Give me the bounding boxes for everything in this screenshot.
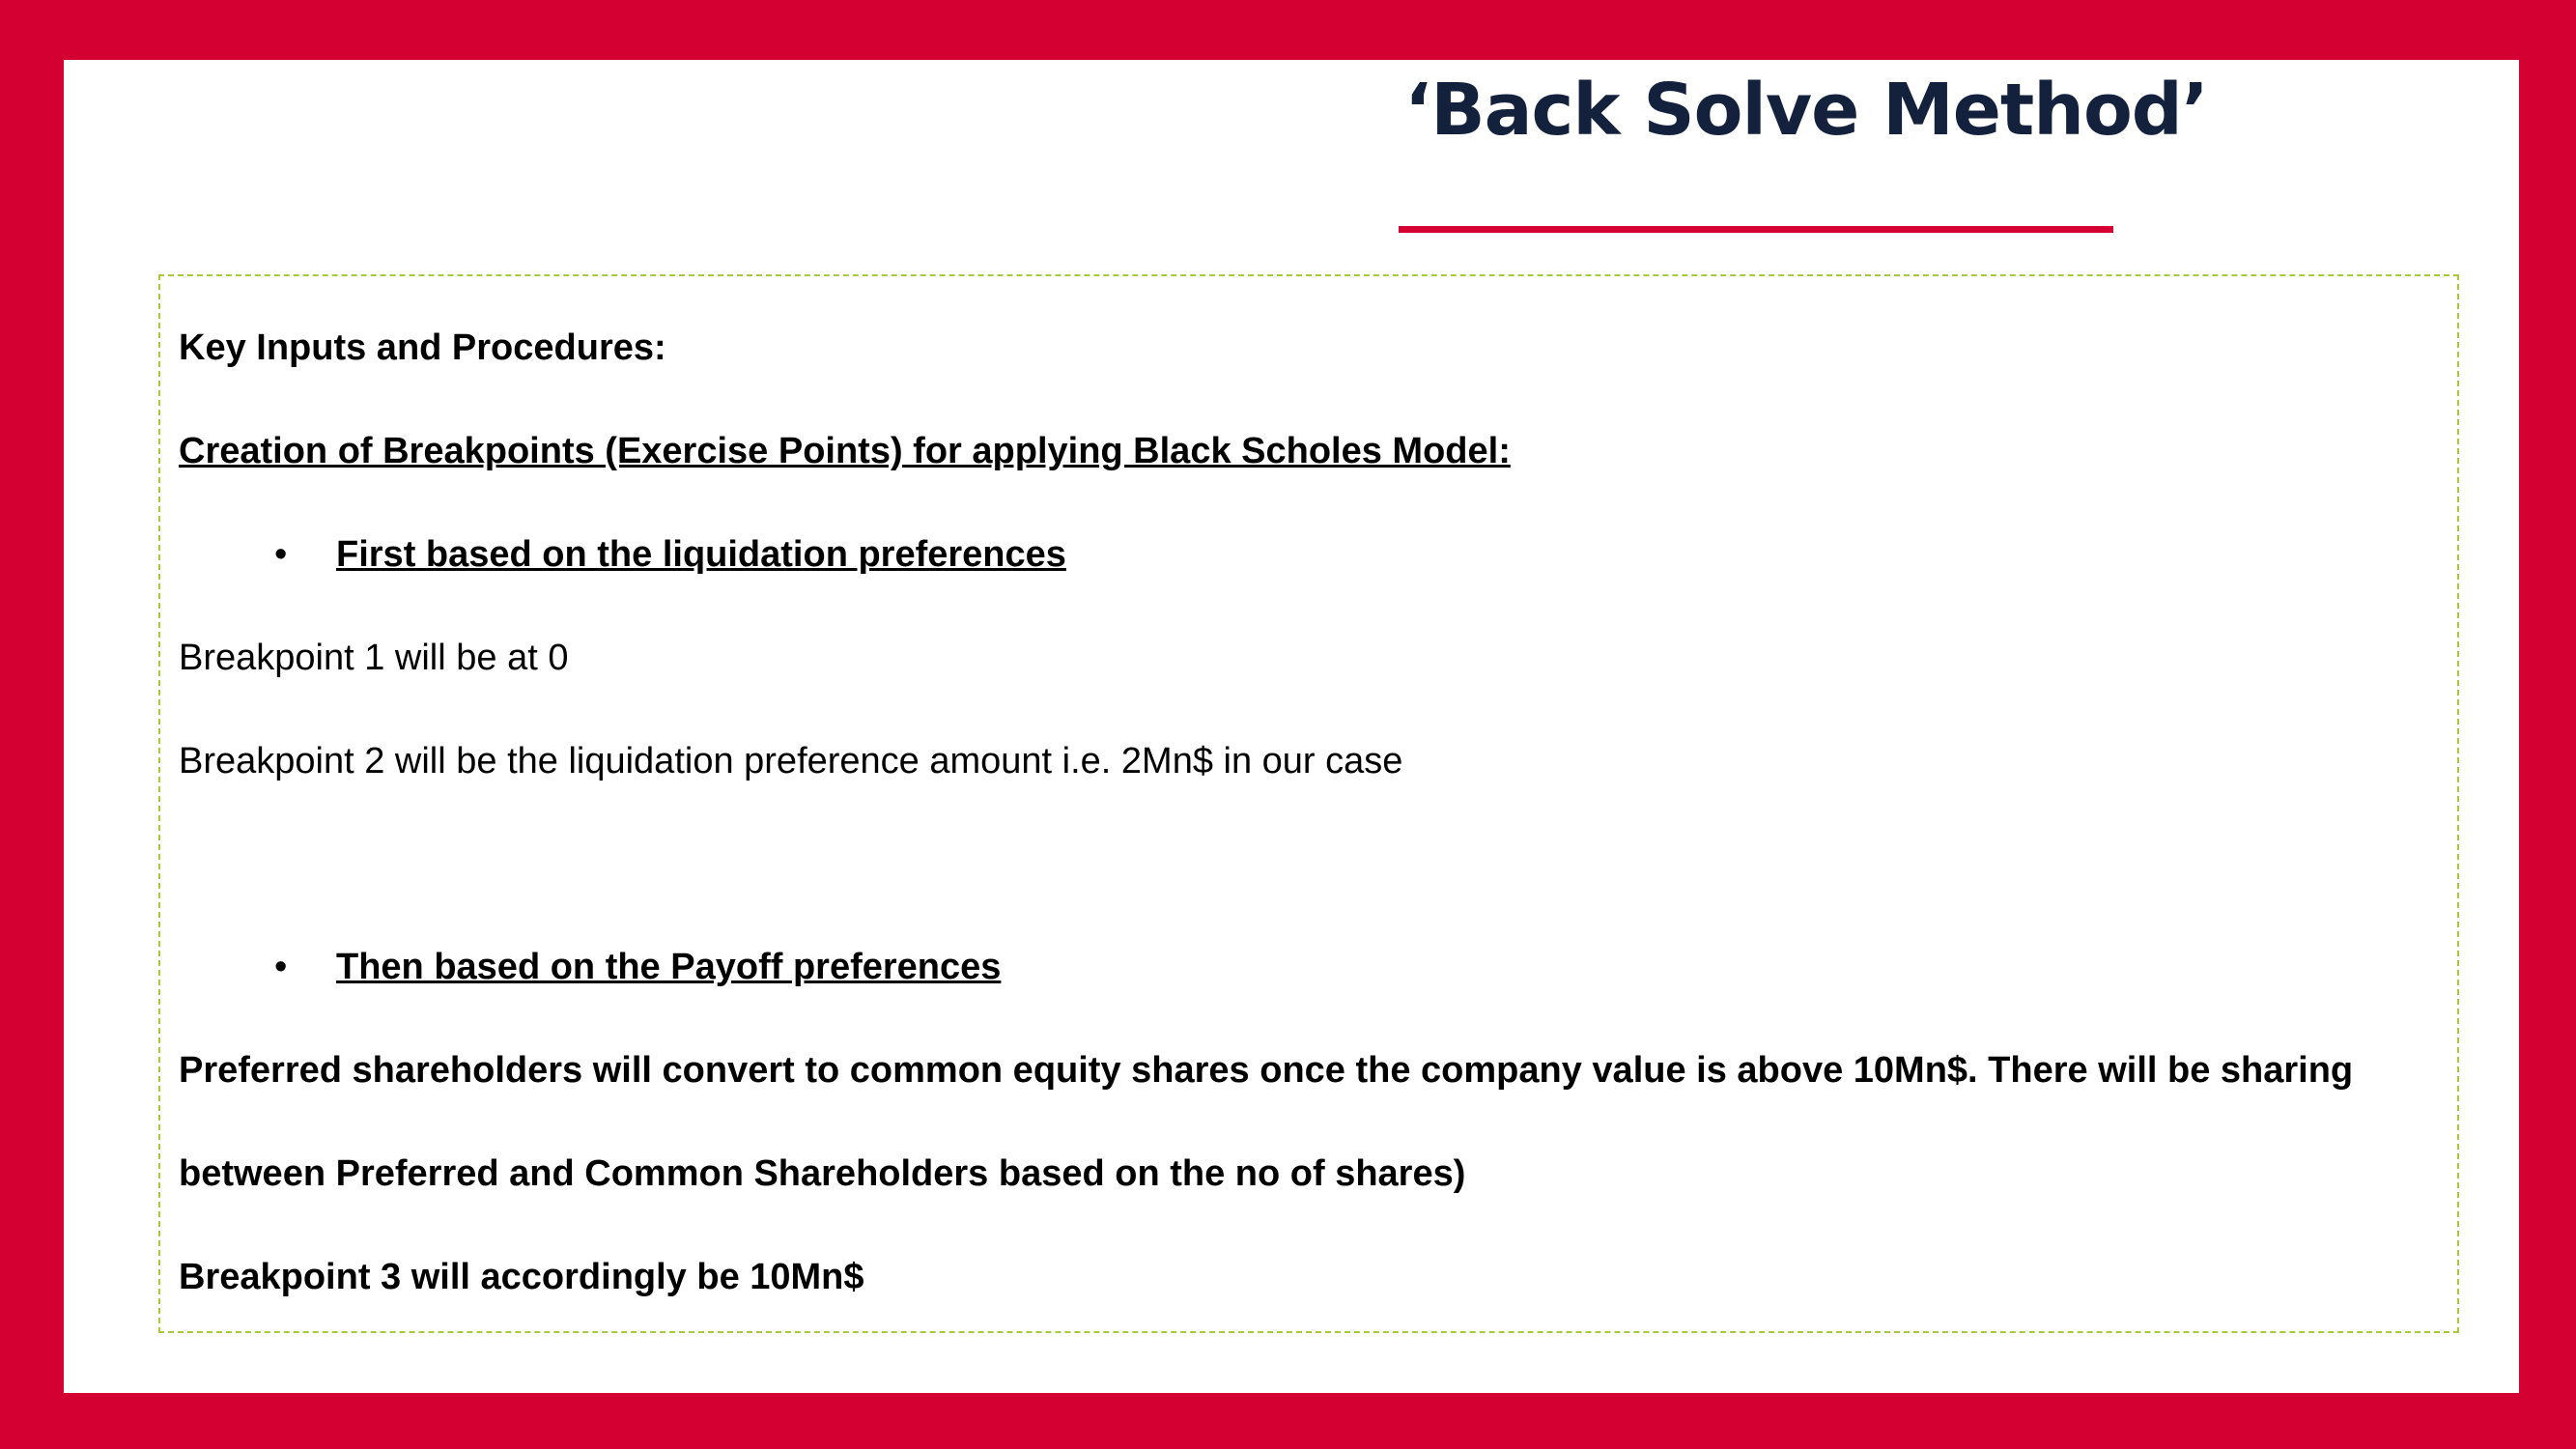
breakpoint-1-text: Breakpoint 1 will be at 0 — [179, 638, 569, 678]
bullet-icon: • — [274, 534, 288, 575]
slide-title: ‘Back Solve Method’ — [1404, 69, 2208, 152]
conversion-paragraph-line-2: between Preferred and Common Shareholders based on the no of shares) — [179, 1153, 1466, 1194]
bullet-payoff-preferences: Then based on the Payoff preferences — [336, 947, 1002, 987]
breakpoint-3-text: Breakpoint 3 will accordingly be 10Mn$ — [179, 1257, 864, 1297]
breakpoints-section-title: Creation of Breakpoints (Exercise Points) for applying Black Scholes Model: — [179, 431, 1511, 471]
conversion-paragraph-line-1: Preferred shareholders will convert to common equity shares once the company value is above 10Mn$. There will be sharing — [179, 1050, 2354, 1091]
bullet-liquidation-preferences: First based on the liquidation preferences — [336, 534, 1066, 575]
title-underline — [1399, 226, 2113, 233]
key-inputs-heading: Key Inputs and Procedures: — [179, 327, 666, 368]
bullet-icon: • — [274, 947, 288, 987]
breakpoint-2-text: Breakpoint 2 will be the liquidation preference amount i.e. 2Mn$ in our case — [179, 741, 1403, 781]
